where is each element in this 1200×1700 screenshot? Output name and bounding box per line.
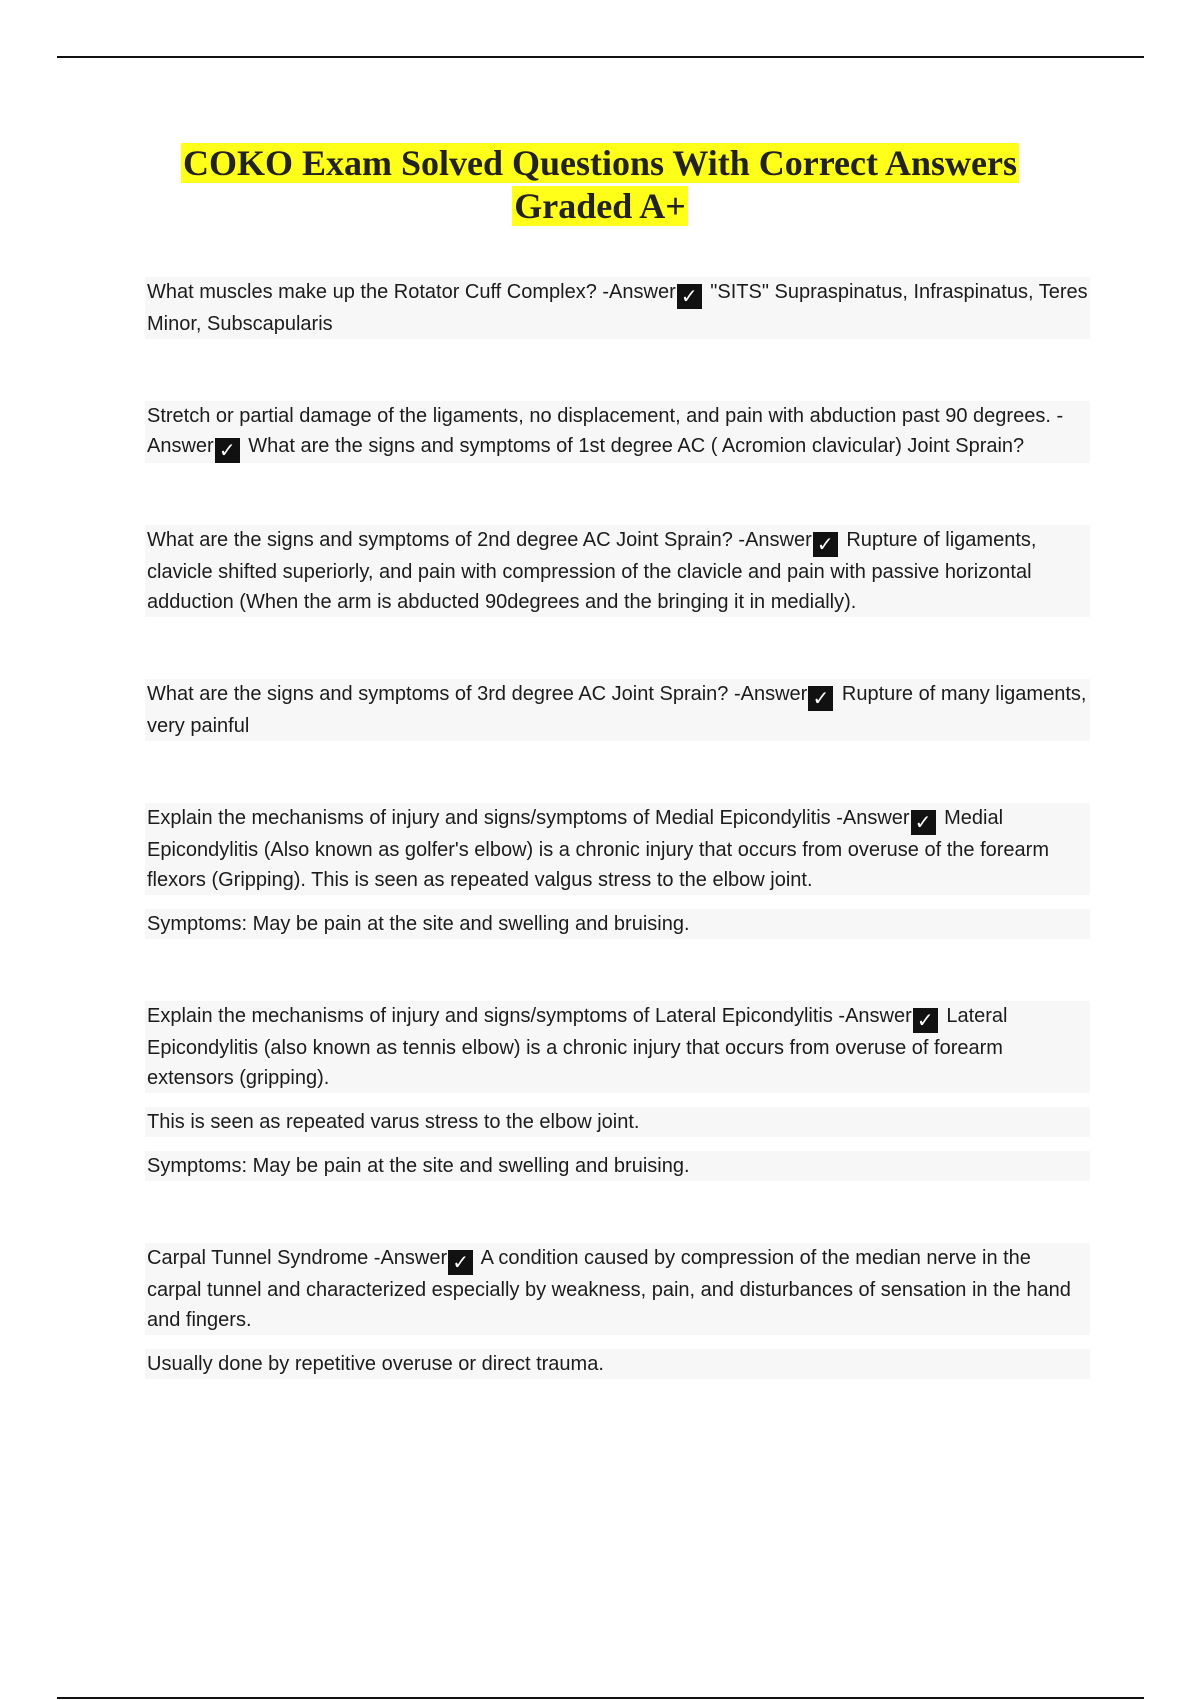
qa-item	[145, 679, 1090, 741]
answer-paragraph: Usually done by repetitive overuse or direct trauma.	[145, 1349, 1090, 1379]
page-title	[100, 142, 1100, 228]
qa-text	[145, 277, 1090, 339]
question-text: Carpal Tunnel Syndrome -Answer	[147, 1247, 448, 1269]
answer-text: A condition caused by compression of the median nerve in the carpal tunnel and characterized especially by weakness, pain, and disturbances of sensation in the hand and fingers.	[147, 1247, 1071, 1331]
check-box-icon: ✓	[215, 438, 240, 463]
qa-item	[145, 401, 1090, 463]
answer-text: Rupture of many ligaments, very painful	[147, 683, 1087, 737]
qa-text	[145, 525, 1090, 617]
title-line-1: COKO Exam Solved Questions With Correct Answers	[182, 143, 1018, 183]
check-box-icon: ✓	[808, 686, 833, 711]
answer-paragraph: This is seen as repeated varus stress to the elbow joint.	[145, 1107, 1090, 1137]
title-line-2: Graded A+	[514, 186, 686, 226]
qa-text	[145, 401, 1090, 463]
bottom-rule	[57, 1697, 1144, 1699]
check-box-icon: ✓	[913, 1008, 938, 1033]
qa-text	[145, 679, 1090, 741]
question-text: Stretch or partial damage of the ligaments, no displacement, and pain with abduction past 90 degrees. -Answer	[147, 405, 1064, 457]
qa-text	[145, 1243, 1090, 1335]
check-box-icon: ✓	[677, 284, 702, 309]
answer-text: Lateral Epicondylitis (also known as tennis elbow) is a chronic injury that occurs from overuse of forearm extensors (gripping).	[147, 1005, 1008, 1089]
qa-text	[145, 1001, 1090, 1093]
qa-list	[145, 277, 1090, 1379]
question-text: What are the signs and symptoms of 3rd degree AC Joint Sprain? -Answer	[147, 683, 808, 705]
question-text: Explain the mechanisms of injury and signs/symptoms of Lateral Epicondylitis -Answer	[147, 1005, 912, 1027]
check-box-icon: ✓	[911, 810, 936, 835]
qa-item	[145, 525, 1090, 617]
check-box-icon: ✓	[813, 532, 838, 557]
answer-text: What are the signs and symptoms of 1st degree AC ( Acromion clavicular) Joint Sprain?	[242, 435, 1025, 457]
answer-paragraph: Symptoms: May be pain at the site and swelling and bruising.	[145, 909, 1090, 939]
answer-paragraph: Symptoms: May be pain at the site and swelling and bruising.	[145, 1151, 1090, 1181]
qa-item	[145, 1001, 1090, 1181]
answer-text: "SITS" Supraspinatus, Infraspinatus, Teres Minor, Subscapularis	[147, 281, 1088, 335]
check-box-icon: ✓	[448, 1250, 473, 1275]
question-text: What muscles make up the Rotator Cuff Complex? -Answer	[147, 281, 676, 303]
question-text: Explain the mechanisms of injury and signs/symptoms of Medial Epicondylitis -Answer	[147, 807, 910, 829]
qa-item	[145, 277, 1090, 339]
question-text: What are the signs and symptoms of 2nd degree AC Joint Sprain? -Answer	[147, 529, 812, 551]
qa-item	[145, 803, 1090, 939]
answer-text: Rupture of ligaments, clavicle shifted superiorly, and pain with compression of the clavicle and pain with passive horizontal adduction (When the arm is abducted 90degrees and the bringing it in medially).	[147, 529, 1037, 613]
answer-text: Medial Epicondylitis (Also known as golfer's elbow) is a chronic injury that occurs from overuse of the forearm flexors (Gripping). This is seen as repeated valgus stress to the elbow joint.	[147, 807, 1049, 891]
qa-text	[145, 803, 1090, 895]
qa-item	[145, 1243, 1090, 1379]
top-rule	[57, 56, 1144, 58]
